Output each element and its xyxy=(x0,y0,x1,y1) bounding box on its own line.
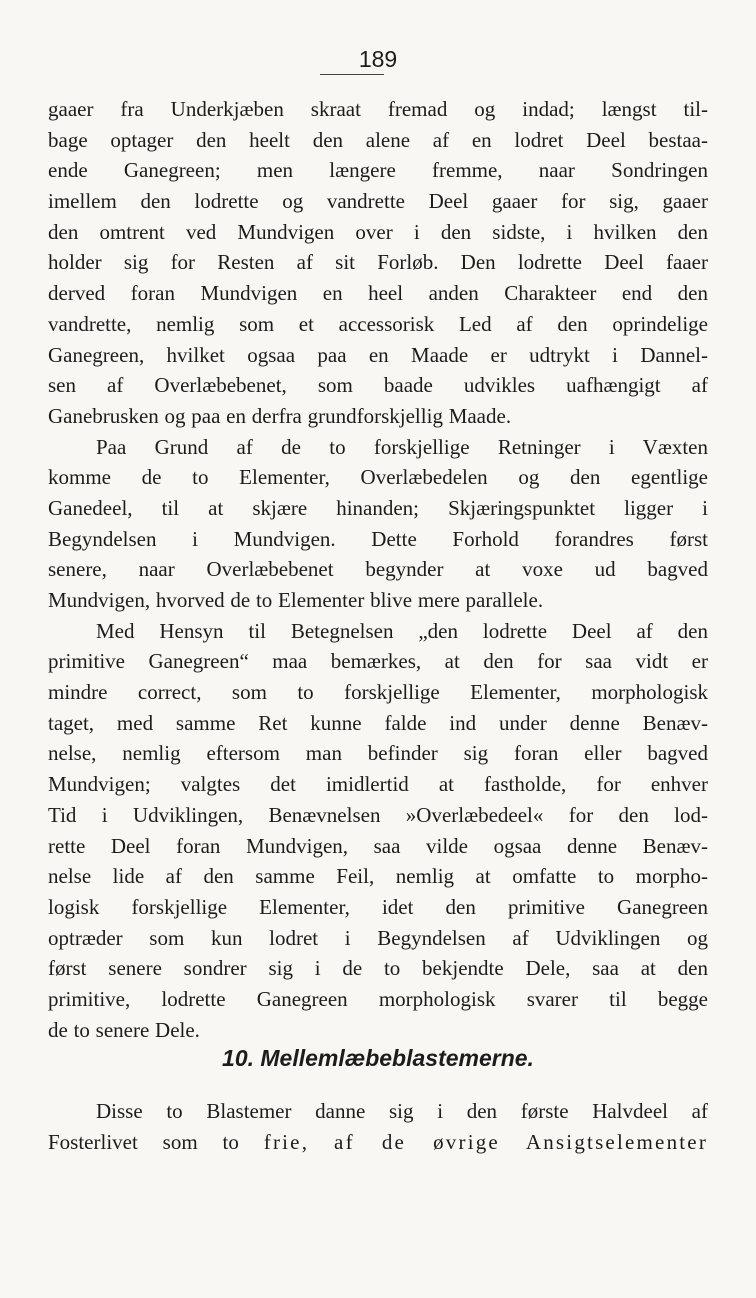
text-line: den omtrent ved Mundvigen over i den sidste, i hvilken den xyxy=(48,219,708,244)
section-text xyxy=(48,1096,708,1157)
text-line: optræder som kun lodret i Begyndelsen af Udviklingen og xyxy=(48,925,708,950)
text-line: vandrette, nemlig som et accessorisk Led af den oprindelige xyxy=(48,311,708,336)
text-line: nelse, nemlig eftersom man befinder sig foran eller bagved xyxy=(48,741,708,766)
section-heading: 10. Mellemlæbeblastemerne. xyxy=(222,1045,534,1071)
text-line: komme de to Elementer, Overlæbedelen og den egentlige xyxy=(48,465,708,490)
text-line: derved foran Mundvigen en heel anden Charakteer end den xyxy=(48,281,708,306)
text-line: primitive Ganegreen“ maa bemærkes, at den for saa vidt er xyxy=(48,649,708,674)
text-line: nelse lide af den samme Feil, nemlig at omfatte to morpho- xyxy=(48,864,708,889)
text-line: taget, med samme Ret kunne falde ind under denne Benæv- xyxy=(48,710,708,735)
page-number-underline xyxy=(320,74,384,75)
text-fragment: Fosterlivet som to xyxy=(48,1129,239,1154)
text-line: bage optager den heelt den alene af en lodret Deel bestaa- xyxy=(48,127,708,152)
text-line: Ganebrusken og paa en derfra grundforskjellig Maade. xyxy=(48,403,512,428)
text-line: Med Hensyn til Betegnelsen „den lodrette Deel af den xyxy=(96,618,708,643)
text-line: Mundvigen, hvorved de to Elementer blive mere parallele. xyxy=(48,588,544,612)
text-line: Begyndelsen i Mundvigen. Dette Forhold forandres først xyxy=(48,526,708,551)
text-line: først senere sondrer sig i de to bekjendte Dele, saa at den xyxy=(48,956,708,981)
spaced-emphasis: af de øvrige Ansigtselementer xyxy=(334,1129,709,1154)
text-line: holder sig for Resten af sit Forløb. Den lodrette Deel faaer xyxy=(48,250,708,275)
text-line: ende Ganegreen; men længere fremme, naar Sondringen xyxy=(48,158,708,183)
text-line: Mundvigen; valgtes det imidlertid at fastholde, for enhver xyxy=(48,772,708,797)
text-line: Ganedeel, til at skjære hinanden; Skjæringspunktet ligger i xyxy=(48,495,708,520)
text-line: imellem den lodrette og vandrette Deel gaaer for sig, gaaer xyxy=(48,189,708,214)
text-line: primitive, lodrette Ganegreen morphologisk svarer til begge xyxy=(48,986,708,1011)
text-line: logisk forskjellige Elementer, idet den primitive Ganegreen xyxy=(48,894,708,919)
text-line: sen af Overlæbebenet, som baade udvikles uafhængigt af xyxy=(48,373,708,398)
text-line: Tid i Udviklingen, Benævnelsen »Overlæbedeel« for den lod- xyxy=(48,802,708,827)
text-line: Paa Grund af de to forskjellige Retninger i Væxten xyxy=(96,434,708,459)
text-line: de to senere Dele. xyxy=(48,1017,200,1042)
text-line: mindre correct, som to forskjellige Elementer, morphologisk xyxy=(48,680,708,705)
text-line: Disse to Blastemer danne sig i den første Halvdeel af xyxy=(96,1099,708,1123)
text-line: Ganegreen, hvilket ogsaa paa en Maade er udtrykt i Dannel- xyxy=(48,342,708,367)
page-number: 189 xyxy=(358,46,398,72)
text-line xyxy=(48,1127,708,1158)
text-line: gaaer fra Underkjæben skraat fremad og indad; længst til- xyxy=(48,97,708,121)
spaced-emphasis: frie, xyxy=(263,1129,310,1154)
text-line: senere, naar Overlæbebenet begynder at voxe ud bagved xyxy=(48,557,708,582)
body-text xyxy=(48,94,708,1045)
text-line: rette Deel foran Mundvigen, saa vilde ogsaa denne Benæv- xyxy=(48,833,708,858)
